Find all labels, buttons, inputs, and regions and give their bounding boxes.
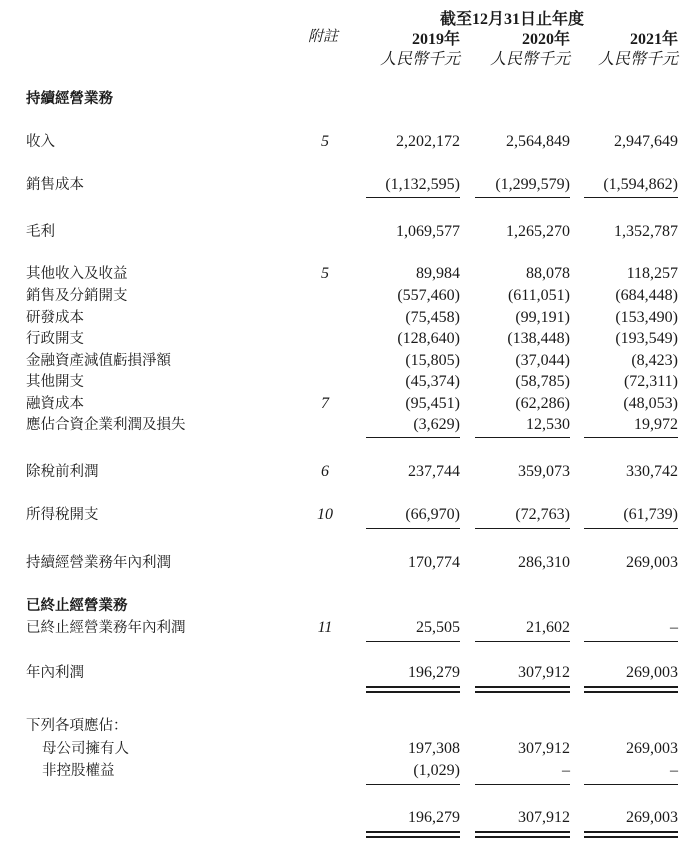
double-rule (475, 691, 570, 693)
table-row (0, 416, 683, 434)
table-row (0, 176, 683, 194)
value-2019: 89,984 (416, 265, 460, 282)
section-continuing: 持續經營業務 (26, 91, 113, 107)
value-2021: (153,490) (615, 309, 678, 326)
value-2021: – (670, 619, 678, 636)
row-note: 11 (317, 619, 333, 636)
row-label: 其他收入及收益 (26, 266, 128, 282)
rule (584, 437, 678, 438)
value-2019: (557,460) (397, 287, 460, 304)
table-row (0, 223, 683, 241)
table-row (0, 287, 683, 305)
double-rule (584, 831, 678, 833)
value-2021: (48,053) (623, 395, 678, 412)
value-2019: 170,774 (408, 554, 460, 571)
value-2021: 2,947,649 (614, 133, 678, 150)
value-2019: 2,202,172 (396, 133, 460, 150)
value-2021: 118,257 (626, 265, 678, 282)
value-2020: 88,078 (526, 265, 570, 282)
currency-2020: 人民幣千元 (489, 51, 570, 68)
double-rule (366, 686, 460, 688)
value-2019: 196,279 (408, 809, 460, 826)
row-label: 毛利 (26, 224, 55, 240)
value-2021: 19,972 (634, 416, 678, 433)
currency-2021: 人民幣千元 (597, 51, 678, 68)
double-rule (366, 836, 460, 838)
value-2020: – (562, 762, 570, 779)
double-rule (584, 691, 678, 693)
value-2021: (8,423) (631, 352, 678, 369)
row-label: 已終止經營業務年內利潤 (26, 620, 186, 636)
value-2020: (62,286) (515, 395, 570, 412)
row-label: 年內利潤 (26, 665, 84, 681)
table-row (0, 309, 683, 327)
rule (475, 437, 570, 438)
table-row (0, 330, 683, 348)
value-2019: 197,308 (408, 740, 460, 757)
rule (475, 784, 570, 785)
rule (475, 641, 570, 642)
value-2019: 196,279 (408, 664, 460, 681)
table-row (0, 395, 683, 413)
value-2020: (99,191) (515, 309, 570, 326)
value-2019: (1,132,595) (385, 176, 460, 193)
value-2021: (684,448) (615, 287, 678, 304)
row-label: 除稅前利潤 (26, 464, 99, 480)
row-label: 母公司擁有人 (42, 741, 129, 757)
currency-2019: 人民幣千元 (379, 51, 460, 68)
value-2020: 1,265,270 (506, 223, 570, 240)
row-label: 下列各項應佔： (26, 718, 128, 734)
row-label: 研發成本 (26, 310, 84, 326)
value-2019: (1,029) (413, 762, 460, 779)
table-row (0, 133, 683, 151)
value-2020: 2,564,849 (506, 133, 570, 150)
year-2020: 2020年 (521, 31, 570, 48)
value-2021: (1,594,862) (603, 176, 678, 193)
value-2021: 269,003 (626, 809, 678, 826)
row-label: 持續經營業務年內利潤 (26, 555, 171, 571)
value-2020: (72,763) (515, 506, 570, 523)
value-2021: (61,739) (623, 506, 678, 523)
row-label: 行政開支 (26, 331, 84, 347)
value-2020: 307,912 (518, 809, 570, 826)
row-label: 銷售成本 (26, 177, 84, 193)
row-label: 融資成本 (26, 396, 84, 412)
value-2020: (1,299,579) (495, 176, 570, 193)
value-2019: 25,505 (416, 619, 460, 636)
table-row (0, 373, 683, 391)
value-2021: 269,003 (626, 664, 678, 681)
value-2020: (58,785) (515, 373, 570, 390)
value-2021: (72,311) (623, 373, 678, 390)
rule (366, 197, 460, 198)
table-row (0, 265, 683, 283)
table-row (0, 463, 683, 481)
row-note: 5 (321, 133, 329, 150)
value-2021: 269,003 (626, 740, 678, 757)
value-2021: 1,352,787 (614, 223, 678, 240)
value-2020: (37,044) (515, 352, 570, 369)
value-2021: 269,003 (626, 554, 678, 571)
value-2020: 359,073 (518, 463, 570, 480)
row-label: 銷售及分銷開支 (26, 288, 128, 304)
rule (366, 641, 460, 642)
value-2020: 307,912 (518, 740, 570, 757)
value-2019: (75,458) (405, 309, 460, 326)
row-note: 7 (321, 395, 329, 412)
row-note: 6 (321, 463, 329, 480)
value-2021: – (670, 762, 678, 779)
double-rule (584, 686, 678, 688)
value-2020: (138,448) (507, 330, 570, 347)
value-2019: (95,451) (405, 395, 460, 412)
year-2019: 2019年 (411, 31, 460, 48)
table-row (0, 619, 683, 637)
rule (366, 784, 460, 785)
rule (366, 437, 460, 438)
row-note: 5 (321, 265, 329, 282)
value-2020: 286,310 (518, 554, 570, 571)
row-label: 其他開支 (26, 374, 84, 390)
double-rule (584, 836, 678, 838)
double-rule (366, 691, 460, 693)
double-rule (475, 836, 570, 838)
value-2019: 237,744 (408, 463, 460, 480)
rule (366, 528, 460, 529)
value-2020: 307,912 (518, 664, 570, 681)
row-label: 所得稅開支 (26, 507, 99, 523)
value-2020: 12,530 (526, 416, 570, 433)
table-row (0, 352, 683, 370)
double-rule (475, 686, 570, 688)
value-2019: (66,970) (405, 506, 460, 523)
value-2019: (128,640) (397, 330, 460, 347)
year-2021: 2021年 (629, 31, 678, 48)
row-label: 金融資產減值虧損淨額 (26, 353, 171, 369)
rule (584, 197, 678, 198)
value-2020: 21,602 (526, 619, 570, 636)
value-2021: 330,742 (626, 463, 678, 480)
value-2019: (3,629) (413, 416, 460, 433)
table-row (0, 717, 683, 735)
rule (475, 528, 570, 529)
period-title: 截至12月31日止年度 (440, 11, 585, 28)
table-row (0, 740, 683, 758)
value-2020: (611,051) (507, 287, 570, 304)
double-rule (475, 831, 570, 833)
value-2019: 1,069,577 (396, 223, 460, 240)
row-note: 10 (317, 506, 333, 523)
rule (584, 641, 678, 642)
table-row (0, 809, 683, 827)
row-label: 收入 (26, 134, 55, 150)
rule (584, 528, 678, 529)
row-label: 非控股權益 (42, 763, 115, 779)
value-2019: (45,374) (405, 373, 460, 390)
table-row (0, 506, 683, 524)
value-2021: (193,549) (615, 330, 678, 347)
note-heading: 附註 (308, 27, 339, 45)
section-discontinued: 已終止經營業務 (26, 598, 128, 614)
row-label: 應佔合資企業利潤及損失 (26, 417, 186, 433)
rule (584, 784, 678, 785)
value-2019: (15,805) (405, 352, 460, 369)
double-rule (366, 831, 460, 833)
table-row (0, 554, 683, 572)
rule (475, 197, 570, 198)
table-row (0, 762, 683, 780)
table-row (0, 664, 683, 682)
